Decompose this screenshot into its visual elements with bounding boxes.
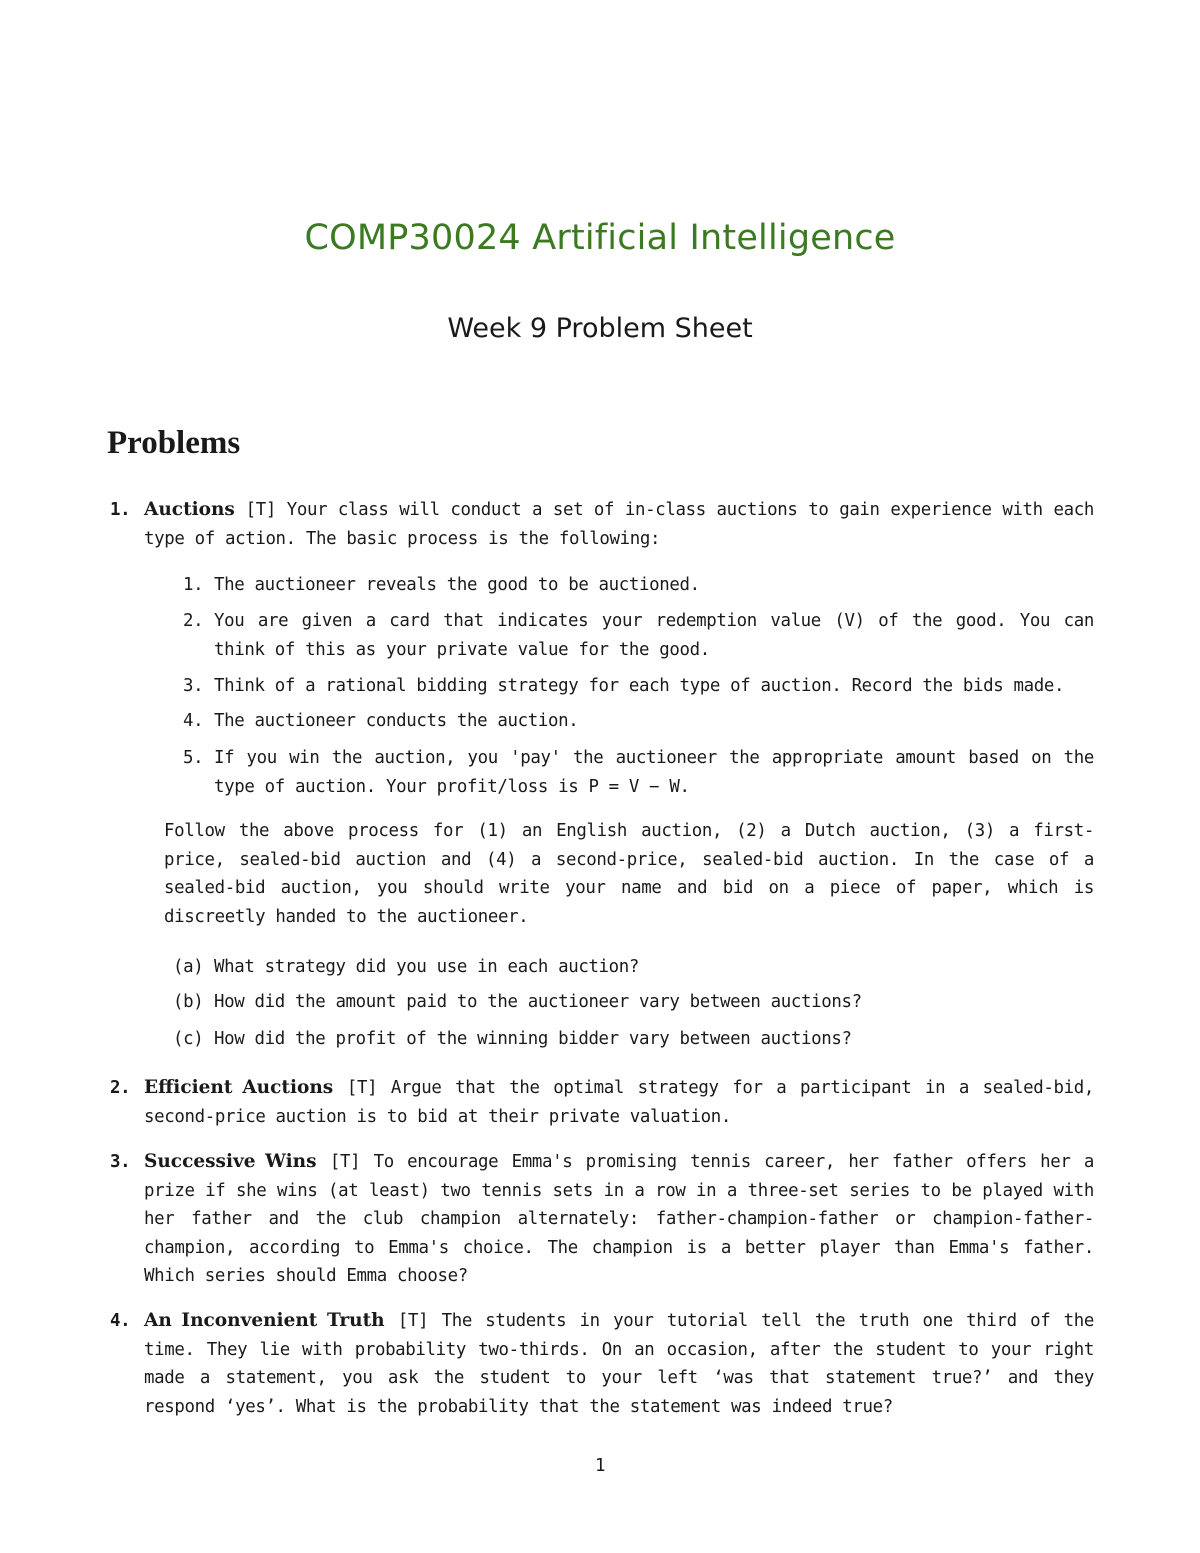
problem-heading: An Inconvenient Truth	[144, 1310, 385, 1331]
list-item: 2. You are given a card that indicates your redemption value (V) of the good. You can think of this as your private value for the good.	[183, 611, 1094, 660]
problem-number: 2.	[110, 1078, 131, 1098]
problem-tag: [T]	[346, 1078, 378, 1098]
problem-tag: [T]	[245, 500, 276, 520]
list-item: (a) What strategy did you use in each auction?	[173, 957, 640, 977]
problem-text: To encourage Emma's promising tennis career, her father offers her a prize if she wins (at least) two tennis sets in a row in a three-set series to be played with her father and the club champion alternately: father-champion-father or champion-father-champion, according to Emma's choice. The champion is a better player than Emma's father. Which series should Emma choose?	[144, 1152, 1095, 1286]
problem-number: 3.	[110, 1152, 131, 1172]
problem-4	[110, 1307, 1094, 1421]
problem-heading: Successive Wins	[144, 1151, 317, 1172]
follow-paragraph: Follow the above process for (1) an English auction, (2) a Dutch auction, (3) a first-price, sealed-bid auction and (4) a second-price, sealed-bid auction. In the case of a sealed-bid auction, you should write your name and bid on a piece of paper, which is discreetly handed to the auctioneer.	[164, 821, 1094, 927]
list-item: 5. If you win the auction, you 'pay' the auctioneer the appropriate amount based on the type of auction. Your profit/loss is P = V − W.	[183, 748, 1094, 797]
problem-1	[110, 496, 1094, 553]
list-item: 1. The auctioneer reveals the good to be auctioned.	[183, 575, 700, 595]
list-item: (c) How did the profit of the winning bidder vary between auctions?	[173, 1029, 852, 1049]
problem-2	[110, 1074, 1094, 1131]
section-heading: Problems	[107, 425, 241, 461]
document-subtitle: Week 9 Problem Sheet	[447, 313, 753, 344]
document-title: COMP30024 Artificial Intelligence	[304, 218, 896, 258]
problem-text: Argue that the optimal strategy for a participant in a sealed-bid, second-price auction is to bid at their private valuation.	[144, 1078, 1094, 1127]
problem-heading: Efficient Auctions	[144, 1077, 334, 1098]
list-item: 4. The auctioneer conducts the auction.	[183, 711, 579, 731]
problem-tag: [T]	[397, 1311, 429, 1331]
problem-text: The students in your tutorial tell the truth one third of the time. They lie with probability two-thirds. On an occasion, after the student to your right made a statement, you ask the student to your left ‘was that statement true?’ and they respond ‘yes’. What is the probability that the statement was indeed true?	[144, 1311, 1094, 1417]
problem-3	[110, 1148, 1094, 1291]
page-number: 1	[594, 1456, 606, 1476]
problem-tag: [T]	[329, 1152, 361, 1172]
problem-heading: Auctions	[144, 499, 235, 520]
problem-number: 1.	[110, 500, 131, 520]
list-item: (b) How did the amount paid to the auctioneer vary between auctions?	[173, 992, 862, 1012]
problem-text: Your class will conduct a set of in-class auctions to gain experience with each type of action. The basic process is the following:	[144, 500, 1095, 549]
list-item: 3. Think of a rational bidding strategy for each type of auction. Record the bids made.	[183, 676, 1065, 696]
problem-number: 4.	[110, 1311, 131, 1331]
